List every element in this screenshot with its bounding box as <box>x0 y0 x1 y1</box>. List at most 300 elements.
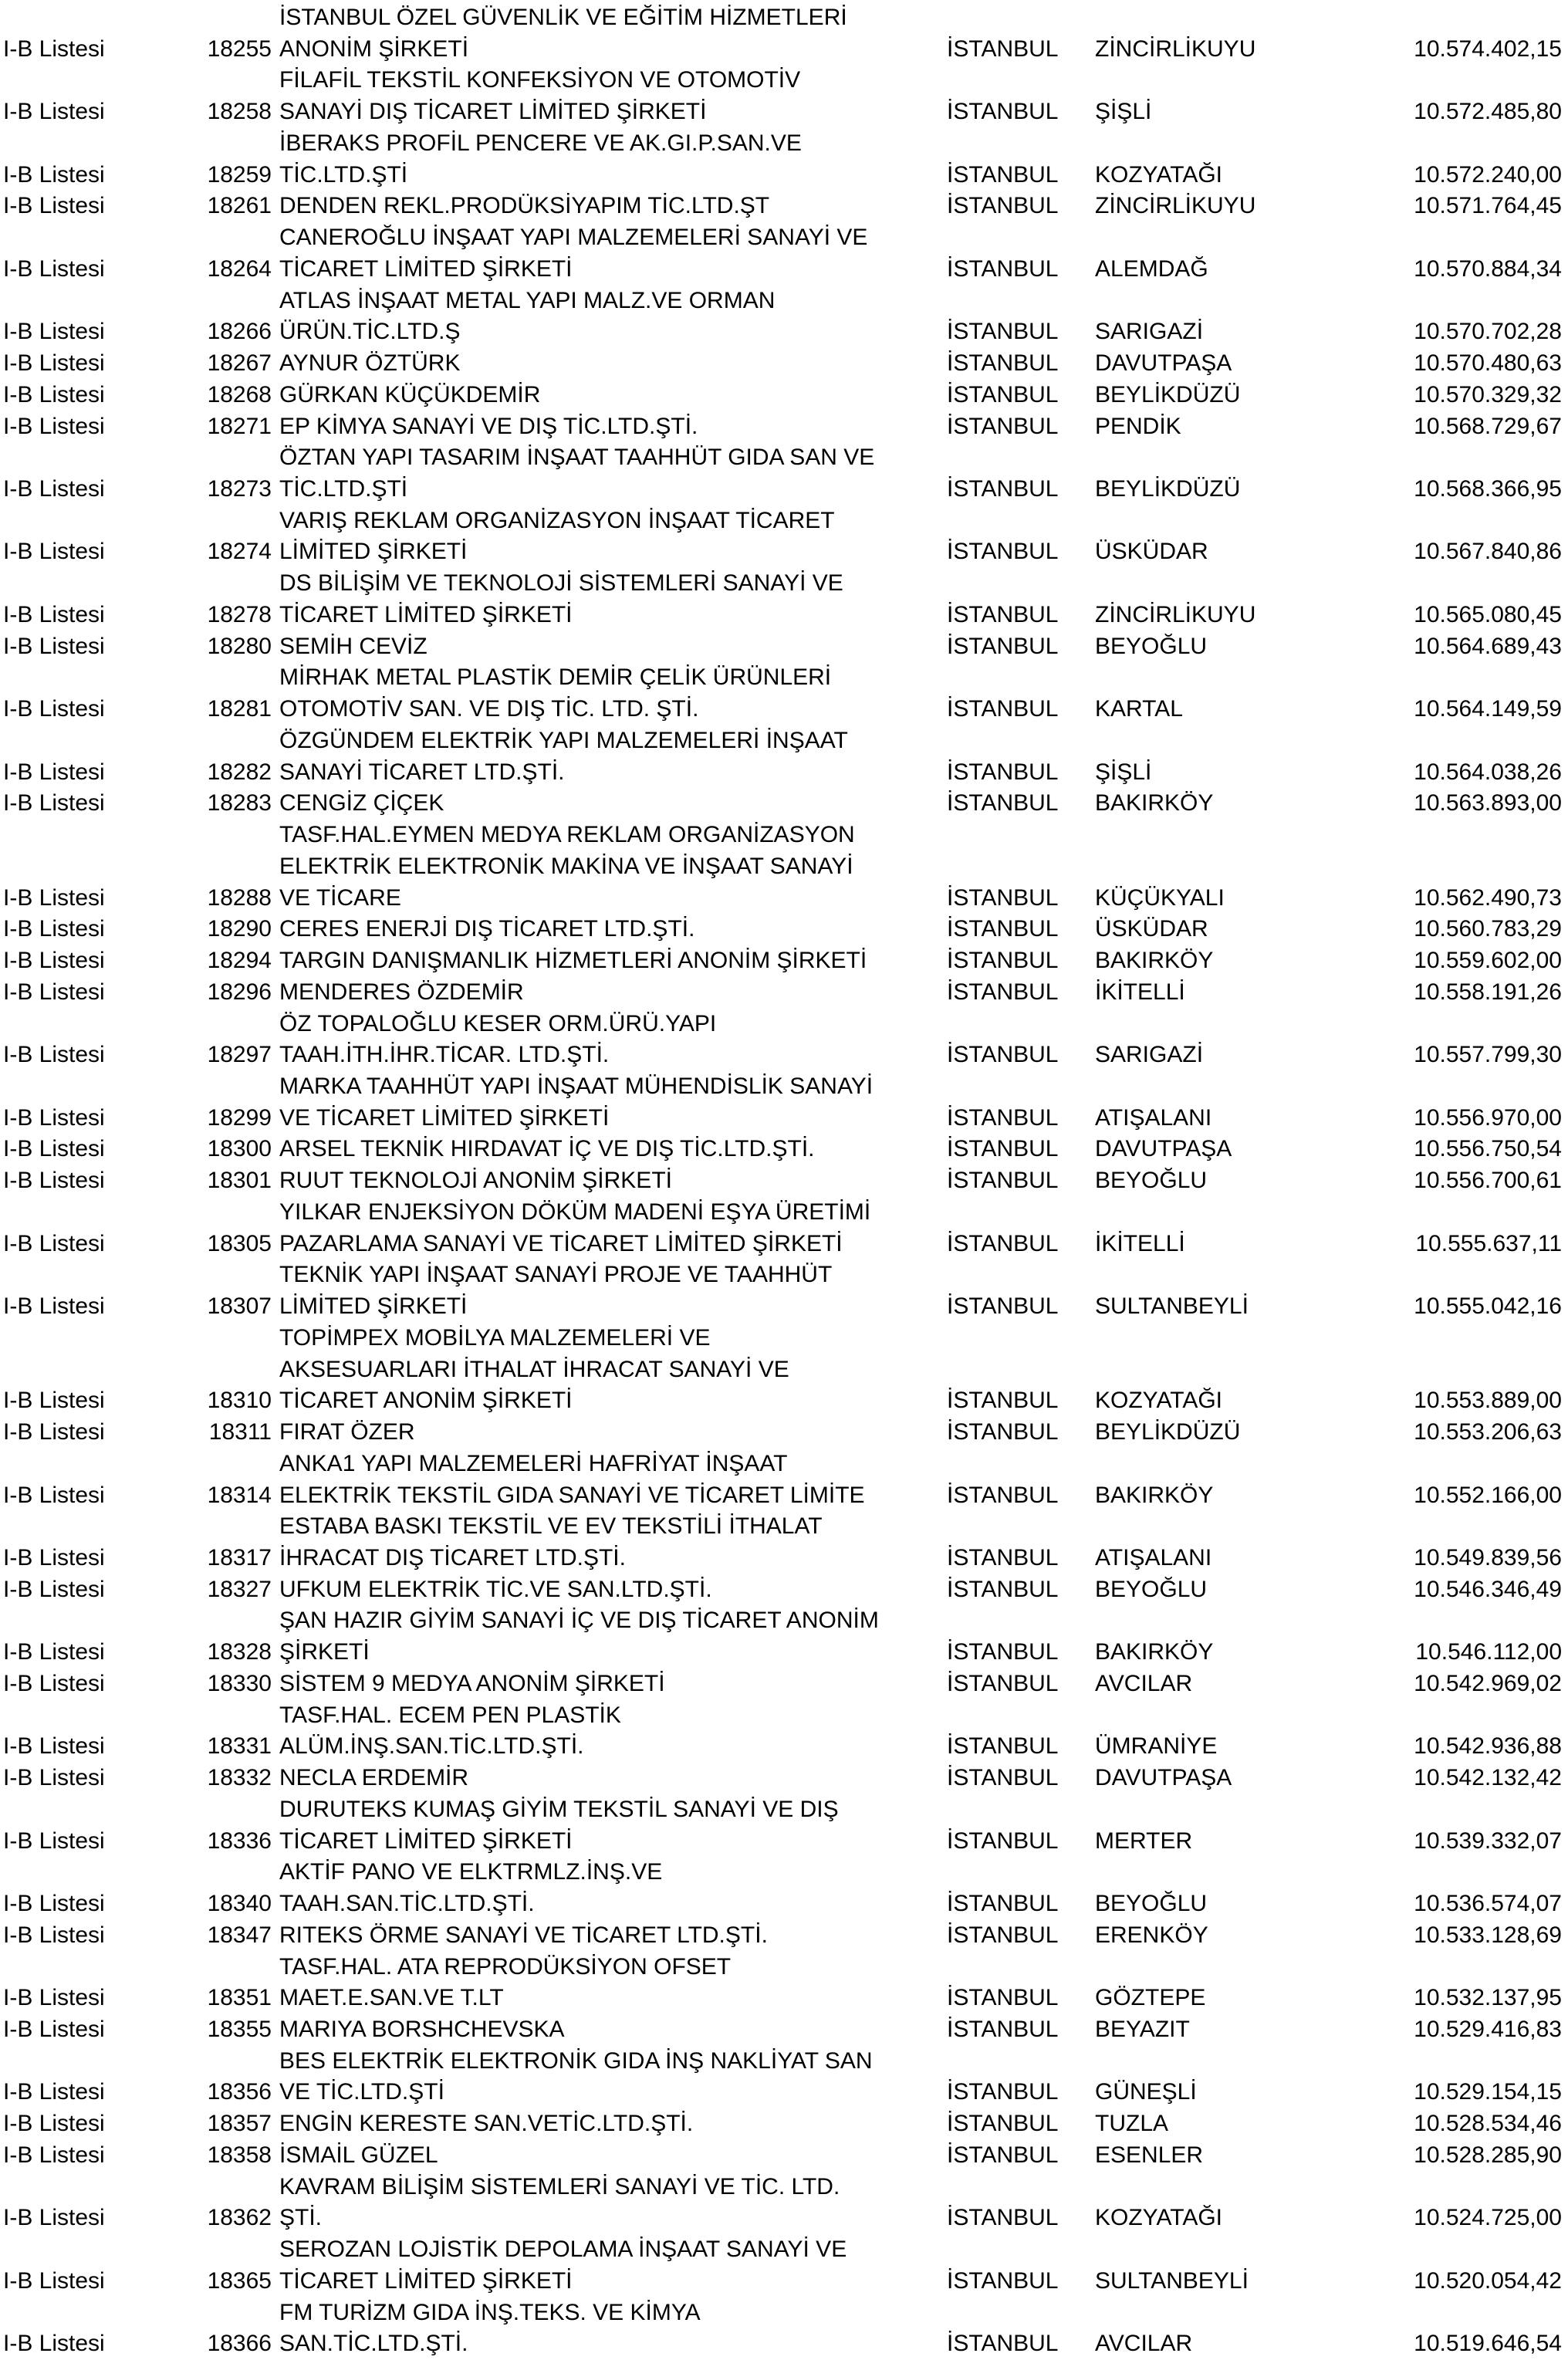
table-row <box>0 1857 1568 1888</box>
amount-cell: 10.546.346,49 <box>1414 1576 1562 1602</box>
table-row <box>0 945 1568 977</box>
company-name: ELEKTRİK TEKSTİL GIDA SANAYİ VE TİCARET LİMİTE <box>279 1482 865 1508</box>
amount-cell: 10.528.534,46 <box>1414 2111 1562 2137</box>
company-name: FIRAT ÖZER <box>279 1419 415 1445</box>
company-name: VE TİCARE <box>279 884 401 911</box>
row-number: 18365 <box>207 2267 272 2294</box>
city-cell: İSTANBUL <box>947 1293 1059 1320</box>
company-name: SEROZAN LOJİSTİK DEPOLAMA İNŞAAT SANAYİ VE <box>279 2237 847 2263</box>
company-name: MİRHAK METAL PLASTİK DEMİR ÇELİK ÜRÜNLERİ <box>279 664 832 691</box>
row-number: 18355 <box>207 2017 272 2042</box>
company-name: FİLAFİL TEKSTİL KONFEKSİYON VE OTOMOTİV <box>279 67 801 93</box>
list-label: I-B Listesi <box>3 1765 105 1791</box>
city-cell: İSTANBUL <box>947 1544 1059 1571</box>
list-label: I-B Listesi <box>3 1419 105 1445</box>
company-name: ÖZTAN YAPI TASARIM İNŞAAT TAAHHÜT GIDA SAN VE <box>279 445 875 471</box>
table-row <box>0 1574 1568 1606</box>
row-number: 18351 <box>207 1985 272 2011</box>
amount-cell: 10.571.764,45 <box>1414 193 1562 219</box>
list-label: I-B Listesi <box>3 99 105 125</box>
city-cell: İSTANBUL <box>947 696 1059 722</box>
row-number <box>100 65 272 96</box>
table-row <box>0 222 1568 254</box>
list-label: I-B Listesi <box>3 539 105 565</box>
row-number <box>100 1605 272 1637</box>
company-name: MAET.E.SAN.VE T.LT <box>279 1985 504 2011</box>
amount-cell: 10.553.889,00 <box>1414 1388 1562 1414</box>
amount-cell: 10.559.602,00 <box>1414 948 1562 974</box>
company-name: FM TURİZM GIDA İNŞ.TEKS. VE KİMYA <box>279 2299 701 2325</box>
list-label: I-B Listesi <box>3 193 105 219</box>
table-row <box>0 380 1568 411</box>
company-name: ELEKTRİK ELEKTRONİK MAKİNA VE İNŞAAT SANAYİ <box>279 853 853 879</box>
amount-cell <box>1273 505 1562 537</box>
amount-cell: 10.536.574,07 <box>1414 1891 1562 1917</box>
district-cell: ÜMRANİYE <box>1095 1733 1218 1760</box>
table-row <box>0 2266 1568 2297</box>
company-name: TİCARET LİMİTED ŞİRKETİ <box>279 255 573 282</box>
company-name: TARGIN DANIŞMANLIK HİZMETLERİ ANONİM ŞİRKETİ <box>279 948 867 974</box>
city-cell: İSTANBUL <box>947 1419 1059 1445</box>
district-cell: ŞİŞLİ <box>1095 99 1152 125</box>
table-row <box>0 788 1568 820</box>
district-cell: ÜSKÜDAR <box>1095 916 1208 942</box>
table-row <box>0 348 1568 380</box>
district-cell: BEYOĞLU <box>1095 1168 1208 1194</box>
list-label: I-B Listesi <box>3 1230 105 1256</box>
row-number: 18357 <box>207 2111 272 2137</box>
company-name: TİC.LTD.ŞTİ <box>279 476 408 502</box>
district-cell: ATIŞALANI <box>1095 1544 1212 1571</box>
row-number <box>100 1323 272 1354</box>
city-cell: İSTANBUL <box>947 884 1059 911</box>
district-cell: KOZYATAĞI <box>1095 2205 1223 2231</box>
company-name: SANAYİ DIŞ TİCARET LİMİTED ŞİRKETİ <box>279 99 707 125</box>
company-name: TOPİMPEX MOBİLYA MALZEMELERİ VE <box>279 1324 711 1351</box>
table-row <box>0 1794 1568 1826</box>
city-cell: İSTANBUL <box>947 759 1059 785</box>
table-row <box>0 1952 1568 1983</box>
city-cell: İSTANBUL <box>947 1639 1059 1665</box>
table-row <box>0 1605 1568 1637</box>
list-label: I-B Listesi <box>3 381 105 407</box>
city-cell: İSTANBUL <box>947 2267 1059 2294</box>
district-cell: BAKIRKÖY <box>1095 948 1214 974</box>
company-name: SİSTEM 9 MEDYA ANONİM ŞİRKETİ <box>279 1670 665 1696</box>
table-row <box>0 1259 1568 1291</box>
amount-cell: 10.564.689,43 <box>1414 633 1562 659</box>
district-cell: ÜSKÜDAR <box>1095 539 1208 565</box>
row-number <box>100 1071 272 1103</box>
table-row <box>0 851 1568 883</box>
company-name: TEKNİK YAPI İNŞAAT SANAYİ PROJE VE TAAHHÜT <box>279 1262 833 1288</box>
amount-cell: 10.542.936,88 <box>1414 1733 1562 1760</box>
amount-cell <box>1273 662 1562 694</box>
table-row <box>0 568 1568 600</box>
company-name: ARSEL TEKNİK HIRDAVAT İÇ VE DIŞ TİC.LTD.ŞTİ. <box>279 1136 815 1162</box>
amount-cell <box>1273 1952 1562 1983</box>
row-number: 18294 <box>207 948 272 974</box>
amount-cell: 10.542.969,02 <box>1414 1670 1562 1696</box>
city-cell: İSTANBUL <box>947 381 1059 407</box>
amount-cell <box>1273 1700 1562 1732</box>
table-row <box>0 1920 1568 1952</box>
row-number: 18268 <box>207 381 272 407</box>
district-cell: BEYOĞLU <box>1095 633 1208 659</box>
amount-cell <box>1273 222 1562 254</box>
company-name: İHRACAT DIŞ TİCARET LTD.ŞTİ. <box>279 1544 626 1571</box>
amount-cell <box>1273 1071 1562 1103</box>
row-number <box>100 1857 272 1888</box>
company-name: TİCARET LİMİTED ŞİRKETİ <box>279 2267 573 2294</box>
amount-cell: 10.567.840,86 <box>1414 539 1562 565</box>
row-number: 18336 <box>207 1827 272 1854</box>
amount-cell: 10.529.416,83 <box>1414 2017 1562 2042</box>
company-name: CENGİZ ÇİÇEK <box>279 790 444 817</box>
company-name: TASF.HAL. ECEM PEN PLASTİK <box>279 1702 621 1728</box>
table-row <box>0 977 1568 1009</box>
company-name: TİC.LTD.ŞTİ <box>279 161 408 188</box>
row-number: 18266 <box>207 319 272 345</box>
row-number <box>100 505 272 537</box>
table-row <box>0 1731 1568 1763</box>
city-cell: İSTANBUL <box>947 1576 1059 1602</box>
city-cell: İSTANBUL <box>947 2142 1059 2168</box>
table-row <box>0 2328 1568 2360</box>
table-row <box>0 1385 1568 1417</box>
table-row <box>0 128 1568 160</box>
list-label: I-B Listesi <box>3 759 105 785</box>
list-label: I-B Listesi <box>3 884 105 911</box>
company-name: İSTANBUL ÖZEL GÜVENLİK VE EĞİTİM HİZMETLERİ <box>279 5 847 30</box>
amount-cell <box>1273 1197 1562 1229</box>
list-label: I-B Listesi <box>3 2111 105 2137</box>
city-cell: İSTANBUL <box>947 1042 1059 1068</box>
district-cell: SARIGAZİ <box>1095 1042 1204 1068</box>
list-label: I-B Listesi <box>3 1136 105 1162</box>
list-label: I-B Listesi <box>3 1827 105 1854</box>
company-name: SEMİH CEVİZ <box>279 633 427 659</box>
district-cell: SULTANBEYLİ <box>1095 1293 1249 1320</box>
table-row <box>0 1417 1568 1449</box>
district-cell: ALEMDAĞ <box>1095 255 1208 282</box>
district-cell: ZİNCİRLİKUYU <box>1095 36 1256 62</box>
list-label: I-B Listesi <box>3 2079 105 2105</box>
district-cell: AVCILAR <box>1095 2331 1193 2357</box>
row-number <box>100 2 272 34</box>
district-cell: BAKIRKÖY <box>1095 1639 1214 1665</box>
company-name: AKSESUARLARI İTHALAT İHRACAT SANAYİ VE <box>279 1356 789 1382</box>
row-number: 18255 <box>207 36 272 62</box>
amount-cell <box>1273 2046 1562 2078</box>
company-name: AYNUR ÖZTÜRK <box>279 350 461 377</box>
amount-cell: 10.556.970,00 <box>1414 1104 1562 1131</box>
company-name: OTOMOTİV SAN. VE DIŞ TİC. LTD. ŞTİ. <box>279 696 699 722</box>
company-name: İSMAİL GÜZEL <box>279 2142 438 2168</box>
row-number <box>100 222 272 254</box>
amount-cell: 10.563.893,00 <box>1414 790 1562 817</box>
list-label: I-B Listesi <box>3 1293 105 1320</box>
district-cell: BEYLİKDÜZÜ <box>1095 476 1241 502</box>
table-row <box>0 411 1568 443</box>
company-name: DURUTEKS KUMAŞ GİYİM TEKSTİL SANAYİ VE DIŞ <box>279 1796 839 1822</box>
table-row <box>0 2172 1568 2203</box>
company-name: YILKAR ENJEKSİYON DÖKÜM MADENİ EŞYA ÜRETİMİ <box>279 1199 871 1225</box>
row-number: 18280 <box>207 633 272 659</box>
amount-cell: 10.557.799,30 <box>1414 1042 1562 1068</box>
table-row <box>0 34 1568 66</box>
row-number: 18271 <box>207 413 272 439</box>
table-row <box>0 1165 1568 1197</box>
table-row <box>0 1134 1568 1165</box>
list-label: I-B Listesi <box>3 1544 105 1571</box>
list-label: I-B Listesi <box>3 2267 105 2294</box>
table-row <box>0 725 1568 757</box>
table-row <box>0 442 1568 474</box>
company-name: ÜRÜN.TİC.LTD.Ş <box>279 319 461 345</box>
company-name: ENGİN KERESTE SAN.VETİC.LTD.ŞTİ. <box>279 2111 694 2137</box>
row-number: 18301 <box>207 1168 272 1194</box>
row-number: 18259 <box>207 161 272 188</box>
district-cell: ATIŞALANI <box>1095 1104 1212 1131</box>
company-name: SAN.TİC.LTD.ŞTİ. <box>279 2331 468 2357</box>
city-cell: İSTANBUL <box>947 2111 1059 2137</box>
row-number: 18327 <box>207 1576 272 1602</box>
city-cell: İSTANBUL <box>947 99 1059 125</box>
row-number: 18332 <box>207 1765 272 1791</box>
table-row <box>0 536 1568 568</box>
list-label: I-B Listesi <box>3 1482 105 1508</box>
table-row <box>0 160 1568 191</box>
amount-cell: 10.574.402,15 <box>1414 36 1562 62</box>
district-cell: ZİNCİRLİKUYU <box>1095 601 1256 627</box>
company-name: ŞTİ. <box>279 2205 323 2231</box>
list-label: I-B Listesi <box>3 979 105 1005</box>
table-row <box>0 914 1568 945</box>
list-label: I-B Listesi <box>3 161 105 188</box>
company-name: NECLA ERDEMİR <box>279 1765 469 1791</box>
row-number: 18283 <box>207 790 272 817</box>
table-row <box>0 1888 1568 1920</box>
table-row <box>0 316 1568 348</box>
company-name: DENDEN REKL.PRODÜKSİYAPIM TİC.LTD.ŞT <box>279 193 770 219</box>
list-label: I-B Listesi <box>3 1985 105 2011</box>
row-number: 18273 <box>207 476 272 502</box>
city-cell: İSTANBUL <box>947 601 1059 627</box>
list-label: I-B Listesi <box>3 696 105 722</box>
district-cell: ŞİŞLİ <box>1095 759 1152 785</box>
city-cell: İSTANBUL <box>947 2079 1059 2105</box>
table-row <box>0 1009 1568 1040</box>
amount-cell <box>1273 1511 1562 1543</box>
company-name: MARKA TAAHHÜT YAPI İNŞAAT MÜHENDİSLİK SANAYİ <box>279 1073 874 1099</box>
list-label: I-B Listesi <box>3 2205 105 2231</box>
row-number: 18317 <box>207 1544 272 1571</box>
table-row <box>0 631 1568 663</box>
company-name: ATLAS İNŞAAT METAL YAPI MALZ.VE ORMAN <box>279 287 776 313</box>
table-row <box>0 1354 1568 1386</box>
company-name: TAAH.İTH.İHR.TİCAR. LTD.ŞTİ. <box>279 1042 610 1068</box>
company-name: TİCARET LİMİTED ŞİRKETİ <box>279 601 573 627</box>
amount-cell <box>1273 2 1562 34</box>
row-number: 18290 <box>207 916 272 942</box>
city-cell: İSTANBUL <box>947 916 1059 942</box>
amount-cell: 10.565.080,45 <box>1414 601 1562 627</box>
district-cell: KOZYATAĞI <box>1095 161 1223 188</box>
row-number <box>100 1449 272 1480</box>
company-name: ÖZ TOPALOĞLU KESER ORM.ÜRÜ.YAPI <box>279 1010 717 1036</box>
amount-cell <box>1273 568 1562 600</box>
list-label: I-B Listesi <box>3 255 105 282</box>
row-number <box>100 568 272 600</box>
list-label: I-B Listesi <box>3 2331 105 2357</box>
company-name: ÖZGÜNDEM ELEKTRİK YAPI MALZEMELERİ İNŞAAT <box>279 727 848 753</box>
district-cell: PENDİK <box>1095 413 1181 439</box>
city-cell: İSTANBUL <box>947 1482 1059 1508</box>
table-row <box>0 1449 1568 1480</box>
district-cell: BEYLİKDÜZÜ <box>1095 1419 1241 1445</box>
company-name: AKTİF PANO VE ELKTRMLZ.İNŞ.VE <box>279 1859 663 1885</box>
row-number <box>100 820 272 851</box>
city-cell: İSTANBUL <box>947 36 1059 62</box>
amount-cell: 10.546.112,00 <box>1415 1639 1562 1665</box>
list-label: I-B Listesi <box>3 1576 105 1602</box>
company-name: VE TİC.LTD.ŞTİ <box>279 2079 444 2105</box>
company-name: RITEKS ÖRME SANAYİ VE TİCARET LTD.ŞTİ. <box>279 1922 768 1948</box>
list-label: I-B Listesi <box>3 1670 105 1696</box>
row-number <box>100 2046 272 2078</box>
city-cell: İSTANBUL <box>947 1985 1059 2011</box>
amount-cell: 10.568.729,67 <box>1414 413 1562 439</box>
company-name: SANAYİ TİCARET LTD.ŞTİ. <box>279 759 565 785</box>
company-name: VARIŞ REKLAM ORGANİZASYON İNŞAAT TİCARET <box>279 507 835 533</box>
company-name: CERES ENERJİ DIŞ TİCARET LTD.ŞTİ. <box>279 916 695 942</box>
list-label: I-B Listesi <box>3 633 105 659</box>
list-label: I-B Listesi <box>3 1104 105 1131</box>
amount-cell <box>1273 1605 1562 1637</box>
city-cell: İSTANBUL <box>947 193 1059 219</box>
row-number: 18278 <box>207 601 272 627</box>
company-name: KAVRAM BİLİŞİM SİSTEMLERİ SANAYİ VE TİC. LTD. <box>279 2173 840 2199</box>
amount-cell <box>1273 851 1562 883</box>
list-label: I-B Listesi <box>3 1922 105 1948</box>
table-row <box>0 1763 1568 1794</box>
amount-cell <box>1273 1323 1562 1354</box>
table-row <box>0 883 1568 915</box>
row-number: 18282 <box>207 759 272 785</box>
amount-cell: 10.555.042,16 <box>1414 1293 1562 1320</box>
amount-cell: 10.532.137,95 <box>1414 1985 1562 2011</box>
row-number <box>100 1952 272 1983</box>
company-name: İBERAKS PROFİL PENCERE VE AK.GI.P.SAN.VE <box>279 130 802 156</box>
city-cell: İSTANBUL <box>947 2017 1059 2042</box>
row-number: 18362 <box>207 2205 272 2231</box>
company-name: BES ELEKTRİK ELEKTRONİK GIDA İNŞ NAKLİYAT SAN <box>279 2047 873 2074</box>
list-label: I-B Listesi <box>3 601 105 627</box>
row-number: 18267 <box>207 350 272 377</box>
list-label: I-B Listesi <box>3 916 105 942</box>
list-label: I-B Listesi <box>3 319 105 345</box>
row-number: 18356 <box>207 2079 272 2105</box>
district-cell: MERTER <box>1095 1827 1193 1854</box>
district-cell: İKİTELLİ <box>1095 979 1185 1005</box>
list-label: I-B Listesi <box>3 948 105 974</box>
table-row <box>0 1511 1568 1543</box>
row-number <box>100 2234 272 2266</box>
city-cell: İSTANBUL <box>947 2331 1059 2357</box>
amount-cell: 10.549.839,56 <box>1414 1544 1562 1571</box>
amount-cell: 10.524.725,00 <box>1414 2205 1562 2231</box>
amount-cell <box>1273 1259 1562 1291</box>
city-cell: İSTANBUL <box>947 413 1059 439</box>
table-row <box>0 2 1568 34</box>
company-name: TİCARET LİMİTED ŞİRKETİ <box>279 1827 573 1854</box>
table-row <box>0 694 1568 725</box>
table-row <box>0 600 1568 631</box>
row-number <box>100 442 272 474</box>
amount-cell: 10.568.366,95 <box>1414 476 1562 502</box>
amount-cell <box>1273 725 1562 757</box>
table-row <box>0 2203 1568 2234</box>
city-cell: İSTANBUL <box>947 790 1059 817</box>
district-cell: KÜÇÜKYALI <box>1095 884 1225 911</box>
table-row <box>0 2140 1568 2172</box>
city-cell: İSTANBUL <box>947 1891 1059 1917</box>
row-number: 18281 <box>207 696 272 722</box>
district-cell: ZİNCİRLİKUYU <box>1095 193 1256 219</box>
company-name: TİCARET ANONİM ŞİRKETİ <box>279 1388 573 1414</box>
city-cell: İSTANBUL <box>947 1733 1059 1760</box>
table-row <box>0 1291 1568 1323</box>
row-number: 18330 <box>207 1670 272 1696</box>
row-number <box>100 1354 272 1386</box>
row-number: 18305 <box>207 1230 272 1256</box>
table-row <box>0 286 1568 317</box>
district-cell: DAVUTPAŞA <box>1095 1765 1232 1791</box>
district-cell: DAVUTPAŞA <box>1095 1136 1232 1162</box>
row-number <box>100 2297 272 2329</box>
table-row <box>0 2014 1568 2046</box>
list-label: I-B Listesi <box>3 1042 105 1068</box>
company-name: UFKUM ELEKTRİK TİC.VE SAN.LTD.ŞTİ. <box>279 1576 712 1602</box>
company-name: VE TİCARET LİMİTED ŞİRKETİ <box>279 1104 610 1131</box>
table-row <box>0 2077 1568 2108</box>
table-row <box>0 1543 1568 1574</box>
company-name: GÜRKAN KÜÇÜKDEMİR <box>279 381 541 407</box>
city-cell: İSTANBUL <box>947 255 1059 282</box>
city-cell: İSTANBUL <box>947 633 1059 659</box>
company-name: TASF.HAL. ATA REPRODÜKSİYON OFSET <box>279 1953 732 1980</box>
company-name: ANONİM ŞİRKETİ <box>279 36 469 62</box>
list-label: I-B Listesi <box>3 1733 105 1760</box>
amount-cell: 10.572.485,80 <box>1414 99 1562 125</box>
company-name: CANEROĞLU İNŞAAT YAPI MALZEMELERİ SANAYİ VE <box>279 225 868 251</box>
row-number <box>100 1511 272 1543</box>
amount-cell: 10.555.637,11 <box>1415 1230 1562 1256</box>
table-row <box>0 820 1568 851</box>
list-label: I-B Listesi <box>3 36 105 62</box>
amount-cell: 10.556.750,54 <box>1414 1136 1562 1162</box>
company-name: EP KİMYA SANAYİ VE DIŞ TİC.LTD.ŞTİ. <box>279 413 698 439</box>
row-number <box>100 286 272 317</box>
row-number: 18328 <box>207 1639 272 1665</box>
table-row <box>0 191 1568 222</box>
row-number: 18358 <box>207 2142 272 2168</box>
company-name: DS BİLİŞİM VE TEKNOLOJİ SİSTEMLERİ SANAYİ VE <box>279 570 843 597</box>
row-number: 18310 <box>207 1388 272 1414</box>
row-number <box>100 2172 272 2203</box>
list-label: I-B Listesi <box>3 1639 105 1665</box>
